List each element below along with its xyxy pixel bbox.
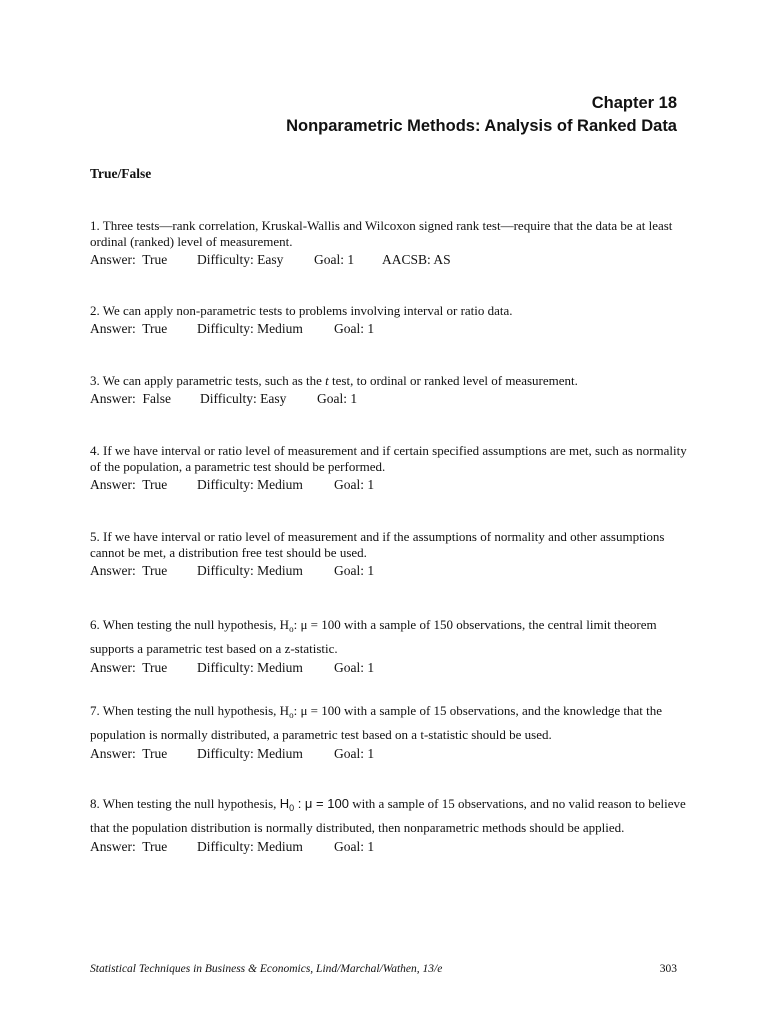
question-text: 6. When testing the null hypothesis, $H_o$: μ = 100 with a sample of 150 observations, the central limit theorem supports a parametric test based on a z-statistic. [90, 617, 657, 656]
aacsb-value: AACSB: AS [382, 252, 451, 267]
goal-value: Goal: 1 [334, 746, 375, 761]
question-2 [90, 303, 690, 338]
answer-value: Answer: False [90, 391, 171, 406]
answer-value: Answer: True [90, 839, 168, 854]
answer-line [90, 745, 690, 763]
question-text: 4. If we have interval or ratio level of measurement and if certain specified assumptions are met, such as normality of the population, a parametric test should be performed. [90, 443, 687, 474]
goal-value: Goal: 1 [334, 660, 375, 675]
difficulty-value: Difficulty: Medium [197, 660, 303, 675]
page-number: 303 [659, 963, 677, 975]
answer-line [90, 838, 690, 856]
answer-value: Answer: True [90, 321, 168, 336]
question-5 [90, 529, 690, 580]
answer-line [90, 251, 690, 269]
question-7 [90, 701, 690, 763]
answer-line [90, 562, 690, 580]
question-1 [90, 218, 690, 269]
chapter-number: Chapter 18 [591, 94, 677, 112]
difficulty-value: Difficulty: Medium [197, 563, 303, 578]
goal-value: Goal: 1 [334, 477, 375, 492]
question-text: 8. When testing the null hypothesis, $H_0$ : μ = 100 with a sample of 15 observations, and no valid reason to believe that the population distribution is normally distributed, then nonparametric methods should be applied. [90, 796, 686, 835]
goal-value: Goal: 1 [314, 252, 355, 267]
answer-value: Answer: True [90, 660, 168, 675]
answer-line [90, 476, 690, 494]
answer-value: Answer: True [90, 563, 168, 578]
chapter-title: Nonparametric Methods: Analysis of Ranked Data [286, 117, 677, 135]
question-3 [90, 373, 690, 408]
answer-value: Answer: True [90, 477, 168, 492]
question-8 [90, 794, 690, 856]
question-text: 2. We can apply non-parametric tests to problems involving interval or ratio data. [90, 303, 513, 318]
difficulty-value: Difficulty: Medium [197, 321, 303, 336]
goal-value: Goal: 1 [317, 391, 358, 406]
answer-value: Answer: True [90, 746, 168, 761]
difficulty-value: Difficulty: Easy [200, 391, 287, 406]
section-heading: True/False [90, 166, 152, 181]
question-text: 1. Three tests—rank correlation, Kruskal-Wallis and Wilcoxon signed rank test—require that the data be at least ordinal (ranked) level of measurement. [90, 218, 673, 249]
answer-line [90, 659, 690, 677]
answer-value: Answer: True [90, 252, 168, 267]
footer-book-title: Statistical Techniques in Business & Economics, Lind/Marchal/Wathen, 13/e [90, 963, 443, 975]
difficulty-value: Difficulty: Medium [197, 839, 303, 854]
question-text: 7. When testing the null hypothesis, $H_o$: μ = 100 with a sample of 15 observations, and the knowledge that the population is normally distributed, a parametric test based on a t-statistic should be used. [90, 703, 663, 742]
goal-value: Goal: 1 [334, 321, 375, 336]
goal-value: Goal: 1 [334, 563, 375, 578]
answer-line [90, 320, 690, 338]
null-hypothesis-formula: $H_0$ : μ = 100 [279, 796, 349, 813]
question-6 [90, 615, 690, 677]
goal-value: Goal: 1 [334, 839, 375, 854]
difficulty-value: Difficulty: Easy [197, 252, 284, 267]
question-text: 5. If we have interval or ratio level of measurement and if the assumptions of normality and other assumptions cannot be met, a distribution free test should be used. [90, 529, 665, 560]
question-4 [90, 443, 690, 494]
chapter-header [286, 92, 677, 138]
answer-line [90, 390, 690, 408]
question-text: 3. We can apply parametric tests, such as the t test, to ordinal or ranked level of measurement. [90, 373, 578, 388]
difficulty-value: Difficulty: Medium [197, 746, 303, 761]
difficulty-value: Difficulty: Medium [197, 477, 303, 492]
page-footer [90, 963, 677, 975]
